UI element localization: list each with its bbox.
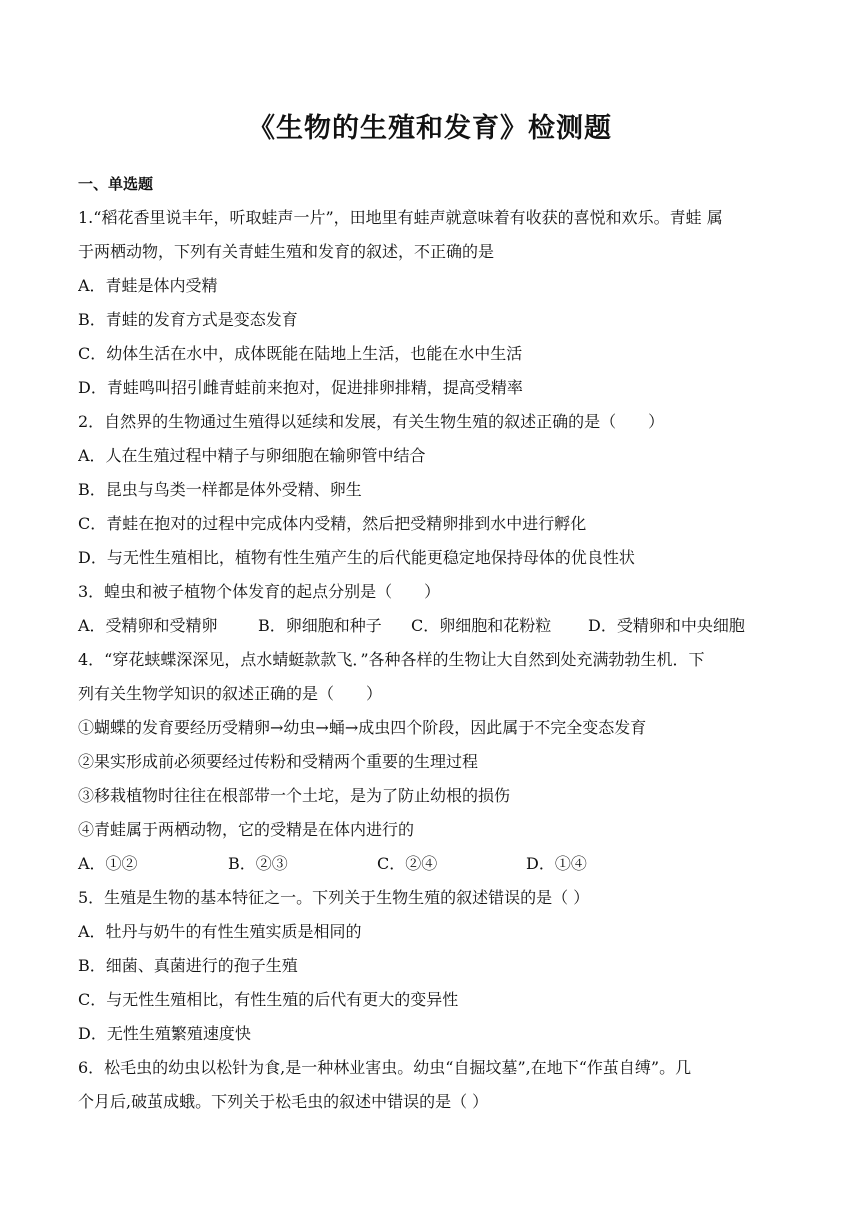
question-6-stem-line-1: 6．松毛虫的幼虫以松针为食,是一种林业害虫。幼虫“自掘坟墓”,在地下“作茧自缚”。几 — [78, 1058, 692, 1077]
question-2-option-a: A．人在生殖过程中精子与卵细胞在输卵管中结合 — [78, 446, 426, 465]
question-5-option-b: B．细菌、真菌进行的孢子生殖 — [78, 956, 298, 975]
question-5-option-a: A．牡丹与奶牛的有性生殖实质是相同的 — [78, 922, 362, 941]
question-5-stem: 5．生殖是生物的基本特征之一。下列关于生物生殖的叙述错误的是（ ） — [78, 888, 590, 907]
question-1-stem-line-1: 1.“稻花香里说丰年，听取蛙声一片”，田地里有蛙声就意味着有收获的喜悦和欢乐。青蛙 属 — [78, 208, 723, 227]
question-2-option-b: B．昆虫与鸟类一样都是体外受精、卵生 — [78, 480, 362, 499]
question-4-stem-line-1: 4．“穿花蛱蝶深深见，点水蜻蜓款款飞．”各种各样的生物让大自然到处充满勃勃生机．下 — [78, 650, 705, 669]
question-2-option-d: D．与无性生殖相比，植物有性生殖产生的后代能更稳定地保持母体的优良性状 — [78, 548, 635, 567]
question-1-option-b: B．青蛙的发育方式是变态发育 — [78, 310, 298, 329]
question-4-option-d: D．①④ — [526, 854, 587, 873]
question-5-option-d: D．无性生殖繁殖速度快 — [78, 1024, 251, 1043]
question-3-option-a: A．受精卵和受精卵 — [78, 616, 218, 635]
question-3-option-b: B．卵细胞和种子 — [258, 616, 382, 635]
question-4-stem-line-2: 列有关生物学知识的叙述正确的是（ ） — [78, 684, 383, 703]
question-2-option-c: C．青蛙在抱对的过程中完成体内受精，然后把受精卵排到水中进行孵化 — [78, 514, 587, 533]
question-1-stem-line-2: 于两栖动物，下列有关青蛙生殖和发育的叙述，不正确的是 — [78, 242, 495, 261]
question-3-option-c: C．卵细胞和花粉粒 — [411, 616, 552, 635]
question-4-statement-4: ④青蛙属于两栖动物，它的受精是在体内进行的 — [78, 820, 415, 839]
question-3-options — [78, 609, 788, 643]
question-6-stem-line-2: 个月后,破茧成蛾。下列关于松毛虫的叙述中错误的是（ ） — [78, 1092, 489, 1111]
question-2-stem: 2．自然界的生物通过生殖得以延续和发展，有关生物生殖的叙述正确的是（ ） — [78, 412, 665, 431]
question-list — [78, 201, 788, 1119]
page-title: 《生物的生殖和发育》检测题 — [248, 113, 612, 144]
question-4-option-a: A．①② — [78, 854, 138, 873]
section-heading: 一、单选题 — [78, 175, 154, 193]
question-4-options — [78, 847, 788, 881]
question-4-option-c: C．②④ — [377, 854, 438, 873]
question-3-stem: 3．蝗虫和被子植物个体发育的起点分别是（ ） — [78, 582, 441, 601]
question-4-statement-2: ②果实形成前必须要经过传粉和受精两个重要的生理过程 — [78, 752, 479, 771]
question-4-option-b: B．②③ — [228, 854, 288, 873]
question-3-option-d: D．受精卵和中央细胞 — [588, 616, 745, 635]
question-1-option-a: A．青蛙是体内受精 — [78, 276, 218, 295]
question-4-statement-1: ①蝴蝶的发育要经历受精卵→幼虫→蛹→成虫四个阶段，因此属于不完全变态发育 — [78, 718, 647, 737]
question-1-option-c: C．幼体生活在水中，成体既能在陆地上生活，也能在水中生活 — [78, 344, 523, 363]
question-4-statement-3: ③移栽植物时往往在根部带一个土坨，是为了防止幼根的损伤 — [78, 786, 511, 805]
question-5-option-c: C．与无性生殖相比，有性生殖的后代有更大的变异性 — [78, 990, 459, 1009]
question-1-option-d: D．青蛙鸣叫招引雌青蛙前来抱对，促进排卵排精，提高受精率 — [78, 378, 523, 397]
